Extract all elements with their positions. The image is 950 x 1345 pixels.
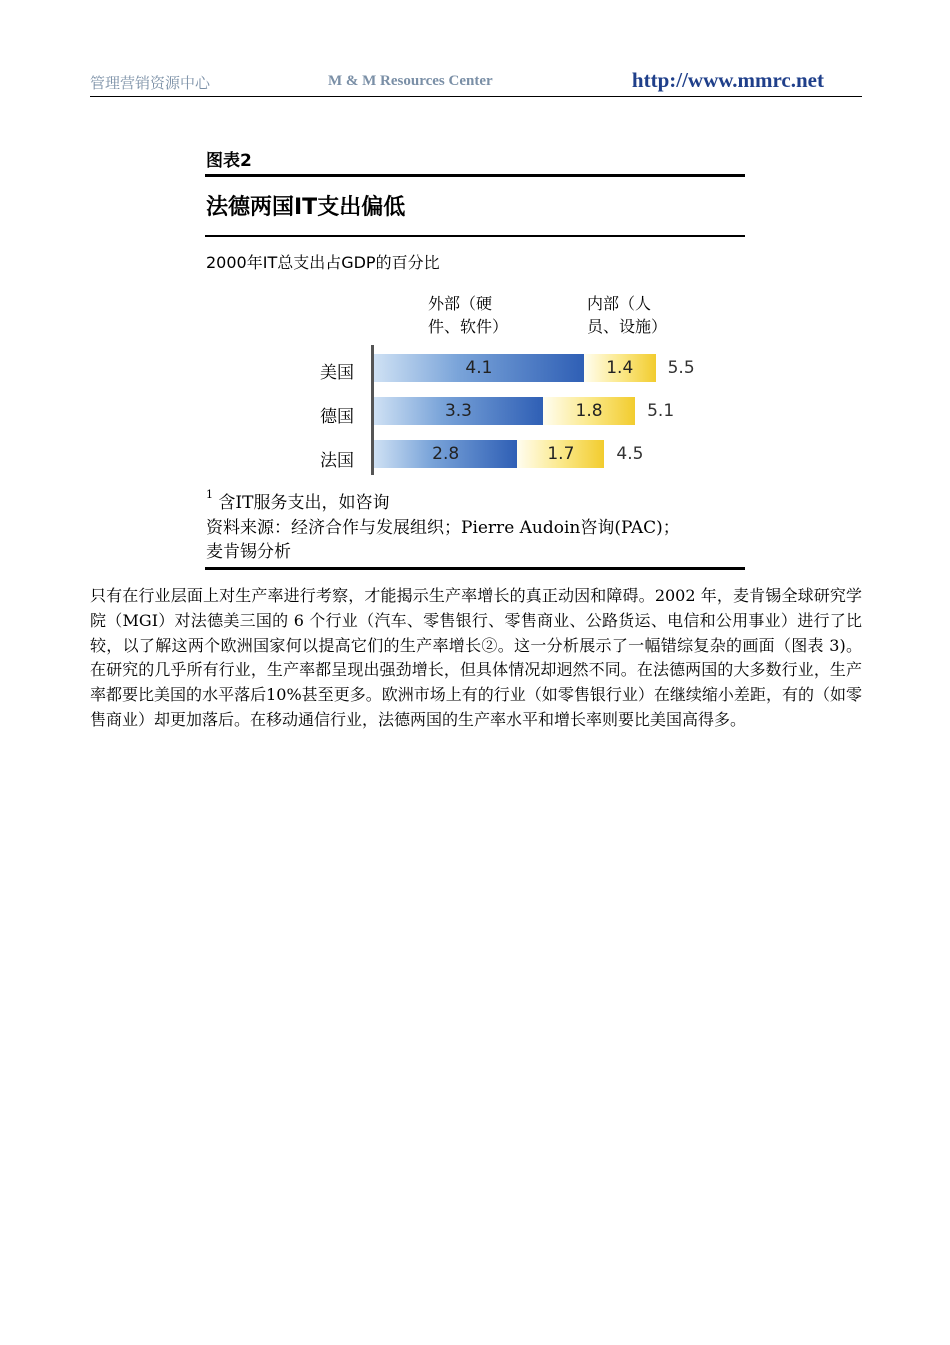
figure-label: 图表2 <box>206 151 252 171</box>
page-header <box>90 70 862 97</box>
legend-external <box>428 292 508 338</box>
label-internal-de: 1.8 <box>575 401 603 421</box>
figure-bottom-rule <box>205 567 745 570</box>
figure-title-rule <box>205 235 745 237</box>
footnote-text: 含IT服务支出，如咨询 <box>218 493 390 513</box>
footnote-marker: 1 <box>206 488 213 501</box>
legend-internal-line2: 员、设施） <box>587 317 668 336</box>
label-internal-fr: 1.7 <box>547 444 575 464</box>
legend-internal <box>587 292 667 338</box>
legend-external-line1: 外部（硬 <box>428 294 493 313</box>
country-label-us: 美国 <box>320 363 354 383</box>
figure-title: 法德两国IT支出偏低 <box>206 195 406 220</box>
legend-internal-line1: 内部（人 <box>587 294 652 313</box>
header-site-name: 管理营销资源中心 <box>90 74 211 92</box>
header-url-link[interactable]: http://www.mmrc.net <box>631 68 824 92</box>
label-total-de: 5.1 <box>647 401 675 421</box>
label-internal-us: 1.4 <box>606 358 634 378</box>
legend-external-line2: 件、软件） <box>428 317 509 336</box>
country-label-de: 德国 <box>320 407 354 427</box>
label-total-us: 5.5 <box>667 358 695 378</box>
label-external-us: 4.1 <box>465 358 493 378</box>
figure-source-line2: 麦肯锡分析 <box>206 542 291 562</box>
body-paragraph: 只有在行业层面上对生产率进行考察，才能揭示生产率增长的真正动因和障碍。2002 年，麦肯锡全球研究学院（MGI）对法德美三国的 6 个行业（汽车、零售银行、零售商业、公路货运、电信和公用事业）进行了比较，以了解这两个欧洲国家何以提高它们的生产率增长②。这一分析展示了一幅错综复杂的画面（图表 3)。在研究的几乎所有行业，生产率都呈现出强劲增长，但具体情况却迥然不同。在法德两国的大多数行业，生产率都要比美国的水平落后10%甚至更多。欧洲市场上有的行业（如零售银行业）在继续缩小差距，有的（如零售商业）却更加落后。在移动通信行业，法德两国的生产率水平和增长率则要比美国高得多。 <box>90 586 862 729</box>
figure-source-line1: 资料来源：经济合作与发展组织；Pierre Audoin咨询(PAC)； <box>206 518 680 538</box>
figure-footnote <box>206 488 389 513</box>
country-label-fr: 法国 <box>320 451 354 471</box>
label-external-fr: 2.8 <box>432 444 460 464</box>
label-total-fr: 4.5 <box>616 444 644 464</box>
figure-top-rule <box>205 174 745 177</box>
figure-subtitle: 2000年IT总支出占GDP的百分比 <box>206 253 440 272</box>
figure-2 <box>205 140 745 570</box>
header-center-title: M & M Resources Center <box>328 73 493 89</box>
label-external-de: 3.3 <box>444 401 472 421</box>
